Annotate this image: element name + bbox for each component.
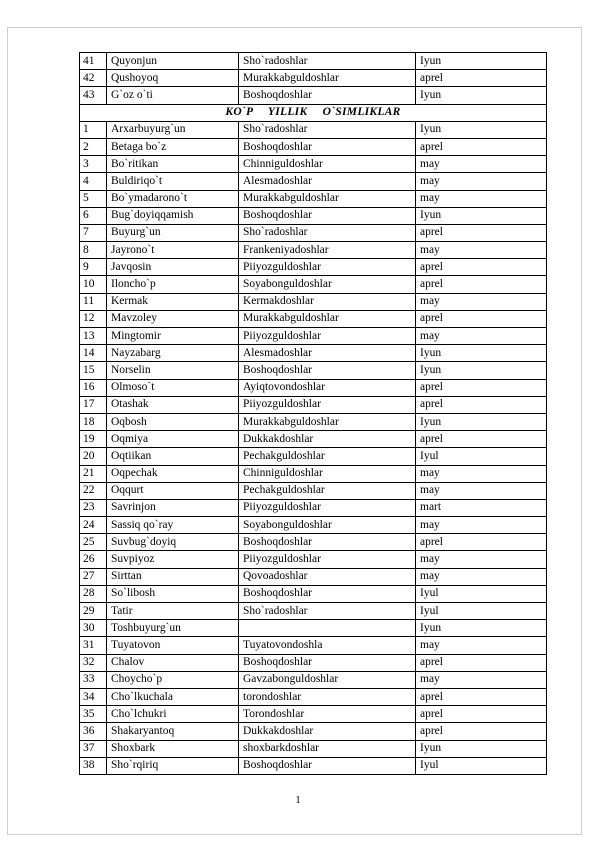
row-number: 7: [80, 224, 107, 241]
row-number: 43: [80, 87, 107, 104]
plant-name: Oqpechak: [107, 465, 239, 482]
flowering-month: Iyun: [416, 620, 547, 637]
plant-name: Shoxbark: [107, 740, 239, 757]
flowering-month: Iyun: [416, 362, 547, 379]
flowering-month: aprel: [416, 706, 547, 723]
row-number: 19: [80, 431, 107, 448]
row-number: 25: [80, 534, 107, 551]
flowering-month: Iyul: [416, 757, 547, 774]
plant-family: Boshoqdoshlar: [239, 654, 416, 671]
flowering-month: Iyun: [416, 207, 547, 224]
flowering-month: may: [416, 173, 547, 190]
plant-name: Bo`ymadarono`t: [107, 190, 239, 207]
table-row: [80, 465, 547, 482]
plant-family: [239, 620, 416, 637]
plant-family: Dukkakdoshlar: [239, 723, 416, 740]
plant-family: Soyabonguldoshlar: [239, 517, 416, 534]
flowering-month: may: [416, 190, 547, 207]
flowering-month: may: [416, 156, 547, 173]
plant-name: Betaga bo`z: [107, 138, 239, 155]
table-row: [80, 242, 547, 259]
table-row: [80, 603, 547, 620]
plant-name: Javqosin: [107, 259, 239, 276]
row-number: 8: [80, 242, 107, 259]
row-number: 9: [80, 259, 107, 276]
table-row: [80, 637, 547, 654]
plant-name: Qushoyoq: [107, 70, 239, 87]
row-number: 18: [80, 413, 107, 430]
plant-family: Sho`radoshlar: [239, 224, 416, 241]
table-row: [80, 757, 547, 774]
plant-family: Boshoqdoshlar: [239, 207, 416, 224]
plant-family: shoxbarkdoshlar: [239, 740, 416, 757]
plant-name: Chalov: [107, 654, 239, 671]
flowering-month: Iyun: [416, 413, 547, 430]
row-number: 30: [80, 620, 107, 637]
plant-name: Shakaryantoq: [107, 723, 239, 740]
plant-family: Boshoqdoshlar: [239, 585, 416, 602]
row-number: 23: [80, 499, 107, 516]
row-number: 27: [80, 568, 107, 585]
plant-name: G`oz o`ti: [107, 87, 239, 104]
row-number: 37: [80, 740, 107, 757]
plant-family: Piiyozguldoshlar: [239, 499, 416, 516]
flowering-month: may: [416, 671, 547, 688]
flowering-month: aprel: [416, 431, 547, 448]
plant-family: Sho`radoshlar: [239, 53, 416, 70]
table-row: [80, 396, 547, 413]
plant-name: Bug`doyiqqamish: [107, 207, 239, 224]
flowering-month: may: [416, 568, 547, 585]
row-number: 12: [80, 310, 107, 327]
plant-family: Chinniguldoshlar: [239, 465, 416, 482]
plant-name: Sassiq qo`ray: [107, 517, 239, 534]
row-number: 1: [80, 121, 107, 138]
plant-family: Qovoadoshlar: [239, 568, 416, 585]
plant-family: Boshoqdoshlar: [239, 87, 416, 104]
flowering-month: Iyun: [416, 87, 547, 104]
row-number: 3: [80, 156, 107, 173]
flowering-month: may: [416, 242, 547, 259]
table-row: [80, 551, 547, 568]
plant-family: Alesmadoshlar: [239, 173, 416, 190]
row-number: 2: [80, 138, 107, 155]
row-number: 28: [80, 585, 107, 602]
plant-name: Mingtomir: [107, 328, 239, 345]
table-main-rows: [80, 121, 547, 774]
plant-name: Sho`rqiriq: [107, 757, 239, 774]
table-row: [80, 276, 547, 293]
plant-name: Nayzabarg: [107, 345, 239, 362]
table-row: [80, 121, 547, 138]
flowering-month: Iyul: [416, 448, 547, 465]
table-row: [80, 310, 547, 327]
flowering-month: may: [416, 293, 547, 310]
table-row: [80, 379, 547, 396]
flowering-month: aprel: [416, 138, 547, 155]
flowering-month: aprel: [416, 379, 547, 396]
flowering-month: aprel: [416, 723, 547, 740]
plant-family: Soyabonguldoshlar: [239, 276, 416, 293]
row-number: 34: [80, 688, 107, 705]
flowering-month: may: [416, 465, 547, 482]
row-number: 21: [80, 465, 107, 482]
table-row: [80, 173, 547, 190]
plant-family: Boshoqdoshlar: [239, 757, 416, 774]
flowering-month: Iyun: [416, 345, 547, 362]
table-row: [80, 448, 547, 465]
table-row: [80, 688, 547, 705]
table-row: [80, 224, 547, 241]
plant-name: Tuyatovon: [107, 637, 239, 654]
plant-family: Murakkabguldoshlar: [239, 310, 416, 327]
plant-family: Boshoqdoshlar: [239, 362, 416, 379]
row-number: 35: [80, 706, 107, 723]
table-row: [80, 723, 547, 740]
plant-family: Murakkabguldoshlar: [239, 413, 416, 430]
flowering-month: Iyun: [416, 121, 547, 138]
flowering-month: aprel: [416, 688, 547, 705]
row-number: 5: [80, 190, 107, 207]
table-row: [80, 534, 547, 551]
plant-family: Torondoshlar: [239, 706, 416, 723]
table-row: [80, 499, 547, 516]
plant-name: Bo`ritikan: [107, 156, 239, 173]
plant-name: Jayrono`t: [107, 242, 239, 259]
table-row: [80, 70, 547, 87]
table-row: [80, 328, 547, 345]
section-header-row: [80, 104, 547, 121]
row-number: 32: [80, 654, 107, 671]
table-row: [80, 293, 547, 310]
table-row: [80, 53, 547, 70]
plant-name: Toshbuyurg`un: [107, 620, 239, 637]
table-row: [80, 138, 547, 155]
plant-name: Buyurg`un: [107, 224, 239, 241]
plant-name: Suvbug`doyiq: [107, 534, 239, 551]
plant-name: Mavzoley: [107, 310, 239, 327]
plant-name: Buldiriqo`t: [107, 173, 239, 190]
plant-name: Savrinjon: [107, 499, 239, 516]
row-number: 15: [80, 362, 107, 379]
plant-name: Quyonjun: [107, 53, 239, 70]
table-row: [80, 585, 547, 602]
row-number: 16: [80, 379, 107, 396]
flowering-month: aprel: [416, 276, 547, 293]
plant-family: Sho`radoshlar: [239, 121, 416, 138]
row-number: 26: [80, 551, 107, 568]
flowering-month: Iyun: [416, 740, 547, 757]
flowering-month: aprel: [416, 396, 547, 413]
table-row: [80, 431, 547, 448]
table-row: [80, 87, 547, 104]
flowering-month: may: [416, 637, 547, 654]
table-row: [80, 671, 547, 688]
plant-family: Sho`radoshlar: [239, 603, 416, 620]
plant-name: Arxarbuyurg`un: [107, 121, 239, 138]
plant-name: Sirttan: [107, 568, 239, 585]
page-number: 1: [295, 794, 301, 806]
flowering-month: aprel: [416, 310, 547, 327]
row-number: 13: [80, 328, 107, 345]
plant-name: Oqqurt: [107, 482, 239, 499]
flowering-month: Iyun: [416, 53, 547, 70]
plant-name: Oqtiikan: [107, 448, 239, 465]
plant-name: Ilonchо`p: [107, 276, 239, 293]
flowering-month: may: [416, 482, 547, 499]
table-row: [80, 620, 547, 637]
row-number: 4: [80, 173, 107, 190]
plant-family: Boshoqdoshlar: [239, 534, 416, 551]
table-row: [80, 482, 547, 499]
plant-name: So`libosh: [107, 585, 239, 602]
table-row: [80, 207, 547, 224]
plant-family: Chinniguldoshlar: [239, 156, 416, 173]
section-title: KO`P YILLIK O`SIMLIKLAR: [80, 104, 547, 121]
plant-family: Alesmadoshlar: [239, 345, 416, 362]
flowering-month: mart: [416, 499, 547, 516]
plant-family: Ayiqtovondoshlar: [239, 379, 416, 396]
table-row: [80, 413, 547, 430]
plant-family: Kermakdoshlar: [239, 293, 416, 310]
plant-family: Boshoqdoshlar: [239, 138, 416, 155]
row-number: 17: [80, 396, 107, 413]
row-number: 24: [80, 517, 107, 534]
plant-family: Murakkabguldoshlar: [239, 190, 416, 207]
table-row: [80, 259, 547, 276]
section-header-group: [80, 104, 547, 121]
plant-family: Piiyozguldoshlar: [239, 396, 416, 413]
plant-name: Oqbosh: [107, 413, 239, 430]
flowering-month: aprel: [416, 70, 547, 87]
plant-name: Choycho`p: [107, 671, 239, 688]
plant-family: Piiyozguldoshlar: [239, 328, 416, 345]
plant-name: Norselin: [107, 362, 239, 379]
plant-family: Gavzabonguldoshlar: [239, 671, 416, 688]
plant-family: Tuyatovondoshla: [239, 637, 416, 654]
table-row: [80, 190, 547, 207]
row-number: 31: [80, 637, 107, 654]
plant-family: Frankeniyadoshlar: [239, 242, 416, 259]
plant-family: Pechakguldoshlar: [239, 448, 416, 465]
row-number: 20: [80, 448, 107, 465]
plant-name: Suvpiyoz: [107, 551, 239, 568]
table-row: [80, 362, 547, 379]
row-number: 11: [80, 293, 107, 310]
row-number: 33: [80, 671, 107, 688]
plant-name: Cho`lkuchala: [107, 688, 239, 705]
plant-name: Olmoso`t: [107, 379, 239, 396]
flowering-month: may: [416, 551, 547, 568]
plant-name: Otashak: [107, 396, 239, 413]
row-number: 29: [80, 603, 107, 620]
plant-table: [79, 52, 547, 775]
table-top-rows: [80, 53, 547, 105]
plant-family: Pechakguldoshlar: [239, 482, 416, 499]
table-row: [80, 156, 547, 173]
plant-family: Piiyozguldoshlar: [239, 551, 416, 568]
row-number: 38: [80, 757, 107, 774]
table-row: [80, 517, 547, 534]
row-number: 42: [80, 70, 107, 87]
plant-name: Kermak: [107, 293, 239, 310]
plant-family: Murakkabguldoshlar: [239, 70, 416, 87]
plant-name: Tatir: [107, 603, 239, 620]
table-row: [80, 740, 547, 757]
row-number: 10: [80, 276, 107, 293]
plant-name: Cho`lchukri: [107, 706, 239, 723]
plant-family: torondoshlar: [239, 688, 416, 705]
flowering-month: may: [416, 517, 547, 534]
table-row: [80, 654, 547, 671]
table-row: [80, 345, 547, 362]
plant-name: Oqmiya: [107, 431, 239, 448]
row-number: 14: [80, 345, 107, 362]
flowering-month: Iyul: [416, 603, 547, 620]
row-number: 6: [80, 207, 107, 224]
table-row: [80, 568, 547, 585]
plant-family: Piiyozguldoshlar: [239, 259, 416, 276]
flowering-month: aprel: [416, 259, 547, 276]
table-row: [80, 706, 547, 723]
flowering-month: Iyul: [416, 585, 547, 602]
flowering-month: may: [416, 328, 547, 345]
plant-family: Dukkakdoshlar: [239, 431, 416, 448]
row-number: 22: [80, 482, 107, 499]
row-number: 41: [80, 53, 107, 70]
flowering-month: aprel: [416, 224, 547, 241]
row-number: 36: [80, 723, 107, 740]
flowering-month: aprel: [416, 654, 547, 671]
flowering-month: aprel: [416, 534, 547, 551]
